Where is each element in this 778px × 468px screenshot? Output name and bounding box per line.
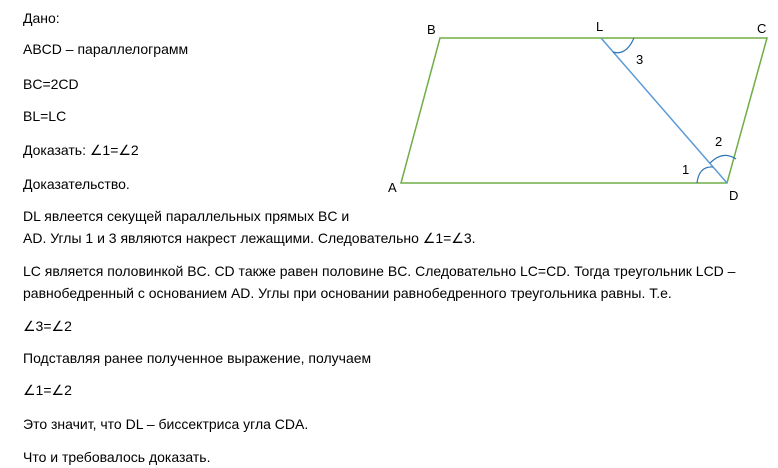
given-statement-parallelogram: ABCD – параллелограмм xyxy=(23,41,189,57)
angle-label-1: 1 xyxy=(682,162,690,177)
proof-heading: Доказательство. xyxy=(23,176,130,192)
equation-angle1-angle2: ∠1=∠2 xyxy=(23,382,72,398)
prove-statement: Доказать: ∠1=∠2 xyxy=(23,142,139,158)
angle-arc-3 xyxy=(613,38,634,53)
angle-label-3: 3 xyxy=(636,52,644,67)
proof-paragraph-1-line-2: AD. Углы 1 и 3 являются накрест лежащими. Следовательно ∠1=∠3. xyxy=(23,230,476,246)
angle-label-2: 2 xyxy=(715,134,723,149)
proof-paragraph-1-line-1: DL явлеется секущей параллельных прямых BC и xyxy=(23,208,350,224)
substitution-text: Подставляя ранее полученное выражение, получаем xyxy=(23,350,372,366)
given-statement-bc: BC=2CD xyxy=(23,76,79,92)
conclusion-text: Это значит, что DL – биссектриса угла CDA. xyxy=(23,416,309,432)
given-heading: Дано: xyxy=(23,10,60,26)
vertex-label-c: C xyxy=(757,21,767,36)
qed-text: Что и требовалось доказать. xyxy=(23,449,211,465)
vertex-label-l: L xyxy=(596,19,604,34)
given-statement-bl: BL=LC xyxy=(23,108,67,124)
proof-paragraph-2-line-2: равнобедренный с основанием AD. Углы при основании равнобедренного треугольника равны. Т.е. xyxy=(23,285,672,301)
proof-paragraph-2-line-1: LC является половинкой BC. CD также равен половине BC. Следовательно LC=CD. Тогда треугольник LCD – xyxy=(23,263,736,279)
equation-angle3-angle2: ∠3=∠2 xyxy=(23,318,72,334)
vertex-label-b: B xyxy=(427,22,436,37)
angle-arc-1 xyxy=(697,167,713,183)
segment-dl xyxy=(601,38,727,183)
vertex-label-d: D xyxy=(729,188,739,203)
vertex-label-a: A xyxy=(388,180,397,195)
